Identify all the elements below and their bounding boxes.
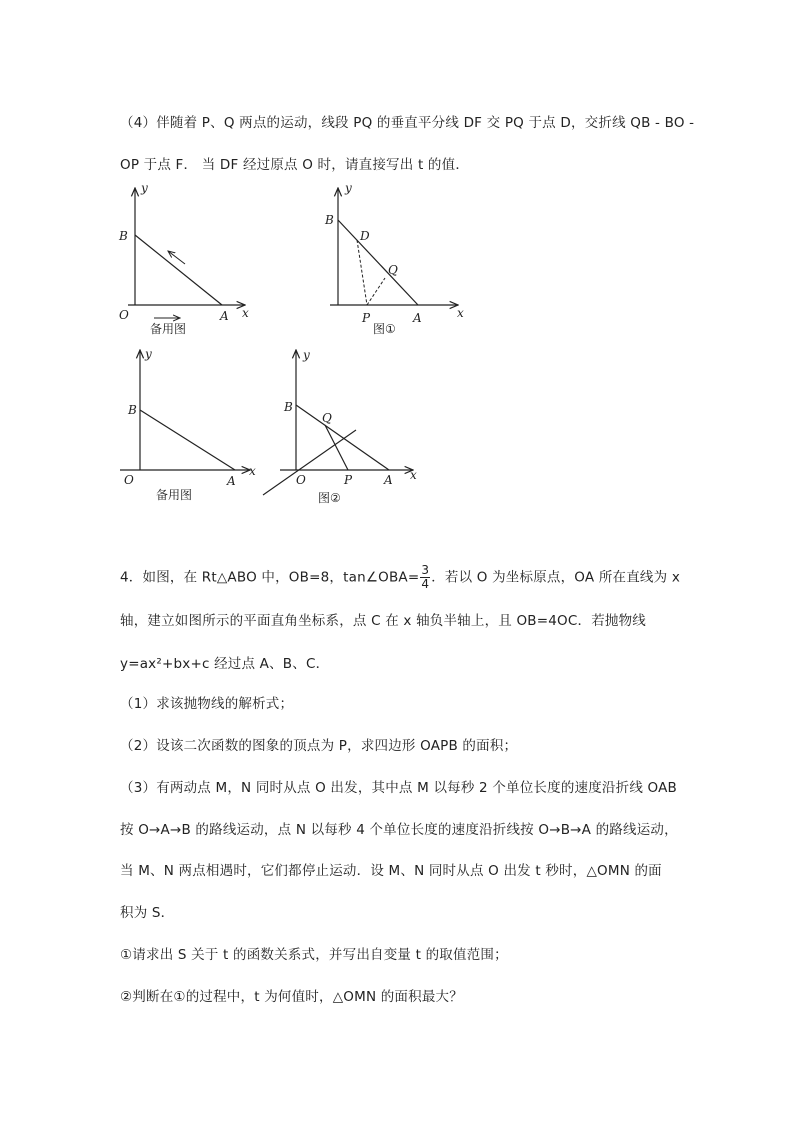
label-A: A xyxy=(413,311,422,325)
caption: 备用图 xyxy=(150,322,187,336)
label-y: y xyxy=(145,347,152,361)
question-2: （2）设该二次函数的图象的顶点为 P，求四边形 OAPB 的面积； xyxy=(120,738,518,754)
label-B: B xyxy=(284,400,293,414)
question-1: （1）求该抛物线的解析式； xyxy=(120,696,294,712)
question-3-line-1: （3）有两动点 M，N 同时从点 O 出发，其中点 M 以每秒 2 个单位长度的速度沿折线 OAB xyxy=(120,780,678,796)
label-O: O xyxy=(124,473,134,487)
caption: 备用图 xyxy=(156,488,193,502)
problem4-line-3: y=ax²+bx+c 经过点 A、B、C． xyxy=(120,656,330,672)
label-x: x xyxy=(410,468,417,482)
figure-spare-2 xyxy=(115,340,275,510)
label-x: x xyxy=(249,464,256,478)
label-B: B xyxy=(128,403,137,417)
label-D: D xyxy=(360,229,370,243)
label-A: A xyxy=(220,309,229,323)
label-O: O xyxy=(119,308,129,322)
problem4-line-1 xyxy=(120,564,680,591)
fraction-numerator: 3 xyxy=(421,563,430,577)
part4-line-1: （4）伴随着 P、Q 两点的运动，线段 PQ 的垂直平分线 DF 交 PQ 于点 D，交折线 QB - BO - xyxy=(120,115,695,131)
fraction-denominator: 4 xyxy=(421,577,430,591)
label-B: B xyxy=(119,229,128,243)
question-3-line-2: 按 O→A→B 的路线运动，点 N 以每秒 4 个单位长度的速度沿折线按 O→B→A 的路线运动， xyxy=(120,822,678,838)
figure-spare-1 xyxy=(110,180,270,340)
label-x: x xyxy=(242,306,249,320)
label-y: y xyxy=(303,348,310,362)
label-y: y xyxy=(141,181,148,195)
label-O: O xyxy=(296,473,306,487)
problem4-intro-b: ．若以 O 为坐标原点，OA 所在直线为 x xyxy=(431,569,681,586)
caption: 图① xyxy=(373,322,396,336)
figure-2 xyxy=(258,345,428,515)
tan-fraction xyxy=(420,564,430,591)
part4-line-2: OP 于点 F． 当 DF 经过原点 O 时，请直接写出 t 的值． xyxy=(120,157,470,173)
motion-arrow-ba xyxy=(168,251,185,264)
question-3-sub-1: ①请求出 S 关于 t 的函数关系式，并写出自变量 t 的取值范围； xyxy=(120,947,508,963)
label-B: B xyxy=(325,213,334,227)
label-x: x xyxy=(457,306,464,320)
question-3-line-3: 当 M、N 两点相遇时，它们都停止运动．设 M、N 同时从点 O 出发 t 秒时，△OMN 的面 xyxy=(120,863,662,879)
label-A: A xyxy=(227,474,236,488)
label-Q: Q xyxy=(322,411,332,425)
label-Q: Q xyxy=(388,263,398,277)
label-y: y xyxy=(345,181,352,195)
caption: 图② xyxy=(318,491,341,505)
label-A: A xyxy=(384,473,393,487)
question-3-sub-2: ②判断在①的过程中，t 为何值时，△OMN 的面积最大？ xyxy=(120,989,463,1005)
question-3-line-4: 积为 S． xyxy=(120,905,175,921)
label-P: P xyxy=(344,473,353,487)
problem4-line-2: 轴，建立如图所示的平面直角坐标系，点 C 在 x 轴负半轴上，且 OB=4OC．若抛物线 xyxy=(120,613,647,629)
problem4-intro-a: 4．如图，在 Rt△ABO 中，OB=8，tan∠OBA= xyxy=(120,569,420,586)
label-P: P xyxy=(362,311,371,325)
figure-1 xyxy=(320,180,470,340)
